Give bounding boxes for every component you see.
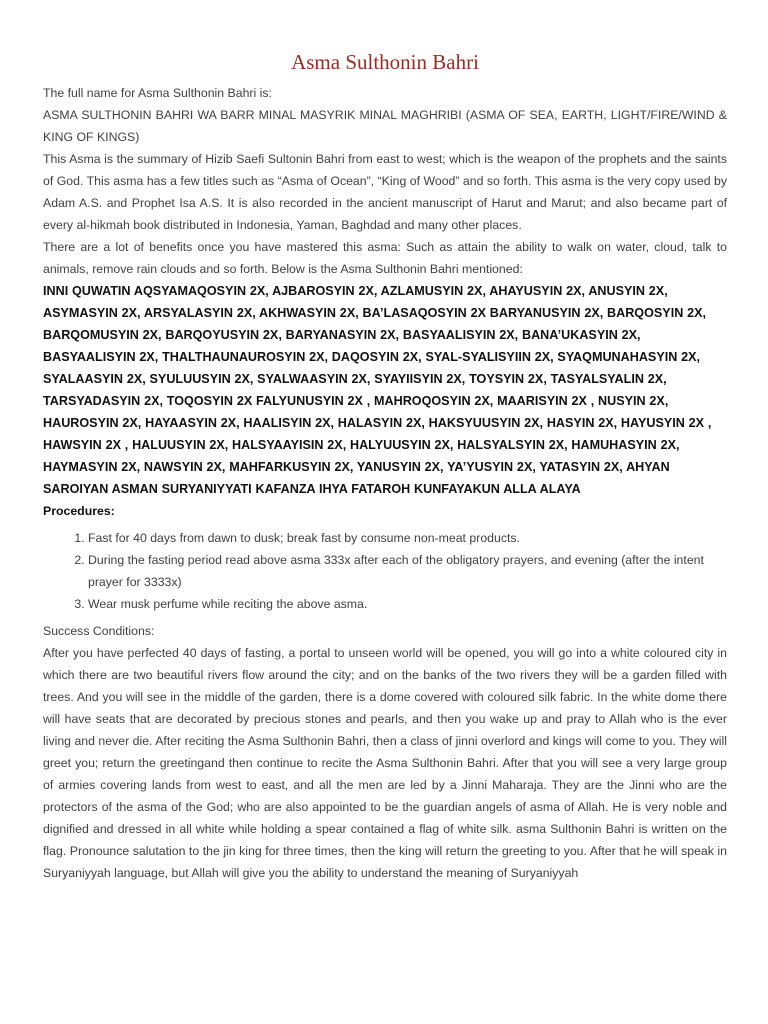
procedures-heading: Procedures: [43, 504, 115, 518]
full-name-text: ASMA SULTHONIN BAHRI WA BARR MINAL MASYRIK MINAL MAGHRIBI (ASMA OF SEA, EARTH, LIGHT/FIRE/WIND & KING OF KINGS) [43, 108, 727, 144]
page-title: Asma Sulthonin Bahri [291, 50, 479, 74]
success-paragraph: After you have perfected 40 days of fasting, a portal to unseen world will be opened, you will go into a white coloured city in which there are two beautiful rivers flow around the city; and on the banks of the two rivers they will be a garden filled with trees. And you will see in the middle of the garden, there is a dome covered with coloured silk fabric. In the white dome there will have seats that are decorated by precious stones and pearls, and then you wake up and pray to Allah who is the ever living and never die. After reciting the Asma Sulthonin Bahri, then a class of jinni overlord and kings will come to you. They will greet you; return the greetingand then continue to recite the Asma Sulthonin Bahri. After that you will see a very large group of armies covering lands from west to east, and all the men are led by a Jinni Maharaja. They are the Jinni who are the protectors of the asma of the God; who are also appointed to be the guardian angels of asma of Allah. He is very noble and dignified and dressed in all white while holding a spear contained a flag of white silk. asma Sulthonin Bahri is written on the flag. Pronounce salutation to the jin king for three times, then the king will return the greeting to you. After that he will speak in Suryaniyyah language, but Allah will give you the ability to understand the meaning of Suryaniyyah [43, 646, 727, 880]
document-page [43, 44, 727, 884]
intro-section [43, 82, 727, 280]
summary-paragraph: This Asma is the summary of Hizib Saefi Sultonin Bahri from east to west; which is the weapon of the prophets and the saints of God. This asma has a few titles such as “Asma of Ocean”, “King of Wood” and so forth. This asma is the very copy used by Adam A.S. and Prophet Isa A.S. It is also recorded in the ancient manuscript of Harut and Marut; and also became part of every al-hikmah book distributed in Indonesia, Yaman, Baghdad and many other places. [43, 152, 727, 232]
procedures-list [43, 527, 727, 615]
list-item: 3. Wear musk perfume while reciting the above asma. [88, 593, 727, 615]
asma-text: INNI QUWATIN AQSYAMAQOSYIN 2X, AJBAROSYIN 2X, AZLAMUSYIN 2X, AHAYUSYIN 2X, ANUSYIN 2X, ASYMASYIN 2X, ARSYALASYIN 2X, AKHWASYIN 2X, BA’LASAQOSYIN 2X BARYANUSYIN 2X, BARQOSYIN 2X, BARQOMUSYIN 2X, BARQOYUSYIN 2X, BARYANASYIN 2X, BASYAALISYIN 2X, BANA’UKASYIN 2X, BASYAALISYIN 2X, THALTHAUNAUROSYIN 2X, DAQOSYIN 2X, SYAL-SYALISYIIN 2X, SYAQMUNAHASYIN 2X, SYALAASYIN 2X, SYULUUSYIN 2X, SYALWAASYIN 2X, SYAYIISYIN 2X, TOYSYIN 2X, TASYALSYALIN 2X, TARSYADASYIN 2X, TOQOSYIN 2X FALYUNUSYIN 2X , MAHROQOSYIN 2X, MAARISYIN 2X , NUSYIN 2X, HAUROSYIN 2X, HAYAASYIN 2X, HAALISYIN 2X, HALASYIN 2X, HAKSYUUSYIN 2X, HASYIN 2X, HAYUSYIN 2X , HAWSYIN 2X , HALUUSYIN 2X, HALSYAAYISIN 2X, HALYUUSYIN 2X, HALSYALSYIN 2X, HAMUHASYIN 2X, HAYMASYIN 2X, NAWSYIN 2X, MAHFARKUSYIN 2X, YANUSYIN 2X, YA’YUSYIN 2X, YATASYIN 2X, AHYAN SAROIYAN ASMAN SURYANIYYATI KAFANZA IHYA FATAROH KUNFAYAKUN ALLA ALAYA [43, 284, 712, 496]
intro-line: The full name for Asma Sulthonin Bahri is: [43, 86, 272, 100]
list-item: 2. During the fasting period read above asma 333x after each of the obligatory prayers, and evening (after the intent prayer for 3333x) [88, 549, 727, 593]
success-heading: Success Conditions: [43, 624, 155, 638]
benefits-paragraph: There are a lot of benefits once you have mastered this asma: Such as attain the ability to walk on water, cloud, talk to animals, remove rain clouds and so forth. Below is the Asma Sulthonin Bahri mentioned: [43, 240, 727, 276]
list-item: 1. Fast for 40 days from dawn to dusk; break fast by consume non-meat products. [88, 527, 727, 549]
